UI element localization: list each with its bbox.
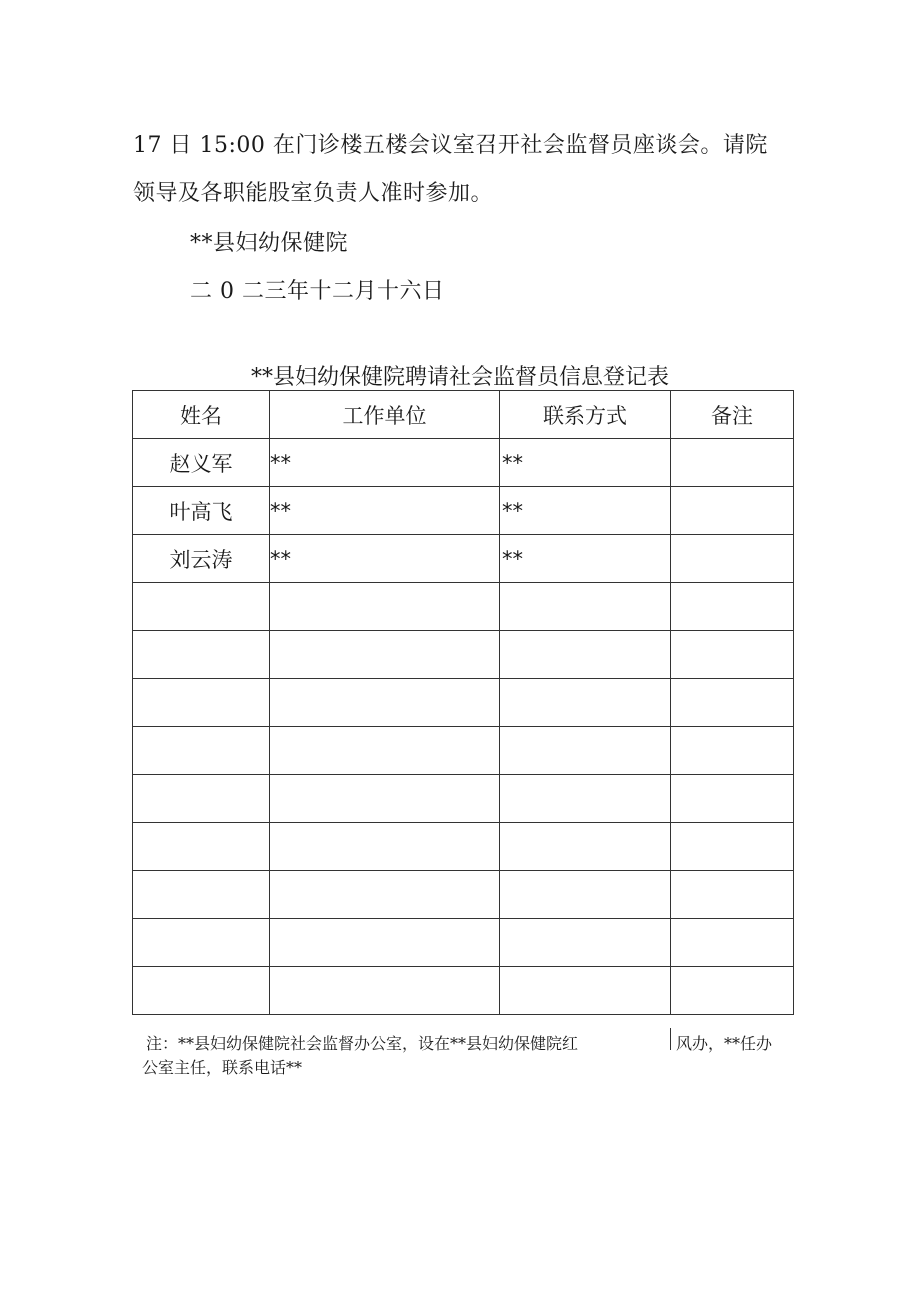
supervisor-register-table	[132, 390, 794, 1015]
table-title: **县妇幼保健院聘请社会监督员信息登记表	[250, 365, 669, 390]
cell-work-unit	[270, 919, 500, 967]
cell-contact	[500, 871, 671, 919]
table-row	[133, 487, 794, 535]
table-body	[133, 439, 794, 1015]
cell-remark	[671, 487, 794, 535]
table-row	[133, 631, 794, 679]
table-header-row	[133, 391, 794, 439]
table-row	[133, 871, 794, 919]
notice-paragraph-line-2: 领导及各职能股室负责人准时参加。	[133, 181, 494, 206]
cell-name	[133, 631, 270, 679]
cell-work-unit	[270, 679, 500, 727]
note-line-2: 公室主任，联系电话**	[142, 1058, 303, 1077]
cell-remark	[671, 967, 794, 1015]
cell-name	[133, 871, 270, 919]
cell-work-unit	[270, 775, 500, 823]
cell-remark	[671, 631, 794, 679]
cell-remark	[671, 871, 794, 919]
signature-organization: **县妇幼保健院	[190, 231, 349, 256]
notice-paragraph-line-1: 17 日 15:00 在门诊楼五楼会议室召开社会监督员座谈会。请院	[133, 133, 768, 158]
cell-work-unit	[270, 631, 500, 679]
cell-remark	[671, 679, 794, 727]
table-row	[133, 727, 794, 775]
cell-name: 刘云涛	[133, 535, 270, 583]
cell-contact	[500, 631, 671, 679]
cell-remark	[671, 919, 794, 967]
header-remark: 备注	[671, 391, 794, 439]
note-line-1: 注：**县妇幼保健院社会监督办公室，设在**县妇幼保健院红	[146, 1034, 579, 1053]
cell-remark	[671, 823, 794, 871]
cell-name: 叶高飞	[133, 487, 270, 535]
header-name: 姓名	[133, 391, 270, 439]
cell-contact: **	[500, 439, 671, 487]
table-row	[133, 583, 794, 631]
cell-remark	[671, 583, 794, 631]
cell-name	[133, 823, 270, 871]
cell-remark	[671, 439, 794, 487]
cell-work-unit	[270, 583, 500, 631]
cell-work-unit: **	[270, 439, 500, 487]
cell-name	[133, 919, 270, 967]
cell-remark	[671, 727, 794, 775]
table-row	[133, 775, 794, 823]
cell-remark	[671, 535, 794, 583]
cell-contact	[500, 775, 671, 823]
note-line-continuation: 风办，**任办	[676, 1034, 773, 1053]
note-divider	[670, 1028, 671, 1050]
cell-name	[133, 679, 270, 727]
signature-date: 二 0 二三年十二月十六日	[190, 279, 445, 304]
cell-work-unit	[270, 871, 500, 919]
cell-name	[133, 727, 270, 775]
cell-contact	[500, 679, 671, 727]
cell-work-unit	[270, 967, 500, 1015]
cell-name: 赵义军	[133, 439, 270, 487]
cell-name	[133, 583, 270, 631]
table-row	[133, 919, 794, 967]
cell-contact	[500, 727, 671, 775]
cell-work-unit	[270, 727, 500, 775]
table-row	[133, 679, 794, 727]
header-contact: 联系方式	[500, 391, 671, 439]
cell-contact	[500, 823, 671, 871]
cell-work-unit: **	[270, 487, 500, 535]
header-work-unit: 工作单位	[270, 391, 500, 439]
cell-contact: **	[500, 487, 671, 535]
table-row	[133, 439, 794, 487]
table-row	[133, 823, 794, 871]
cell-contact	[500, 583, 671, 631]
cell-name	[133, 775, 270, 823]
table-row	[133, 535, 794, 583]
cell-remark	[671, 775, 794, 823]
cell-work-unit	[270, 823, 500, 871]
table-row	[133, 967, 794, 1015]
cell-contact	[500, 967, 671, 1015]
cell-contact	[500, 919, 671, 967]
cell-work-unit: **	[270, 535, 500, 583]
cell-name	[133, 967, 270, 1015]
cell-contact: **	[500, 535, 671, 583]
